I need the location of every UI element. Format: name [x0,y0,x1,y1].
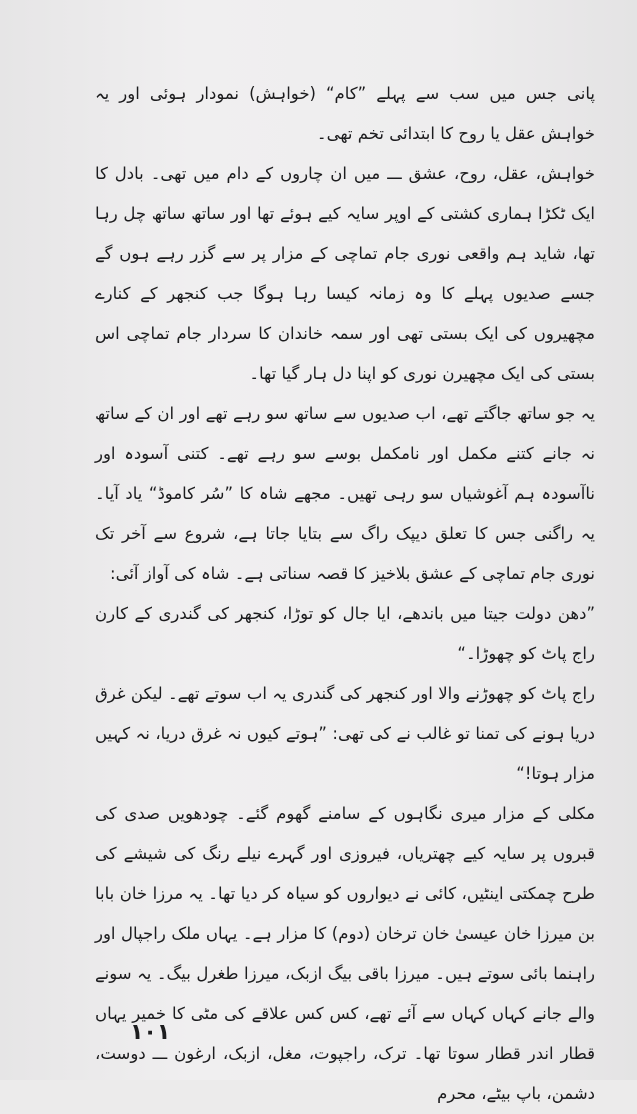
paragraph-2: خواہش، عقل، روح، عشق ـــ میں ان چاروں کے دام میں تھی۔ بادل کا ایک ٹکڑا ہماری کشتی کے اوپر سایہ کیے ہوئے تھا اور ساتھ ساتھ چل رہا تھا، شاید ہم واقعی نوری جام تماچی کے مزار پر سے گزر رہے ہوں گے جسے صدیوں پہلے کا وہ زمانہ کیسا رہا ہوگا جب کنجھر کے کنارے مچھیروں کی ایک بستی تھی اور سمہ خاندان کا سردار جام تماچی اس بستی کی ایک مچھیرن نوری کو اپنا دل ہار گیا تھا۔ [95,164,595,383]
paragraph-3: یہ جو ساتھ جاگتے تھے، اب صدیوں سے ساتھ سو رہے تھے اور ان کے ساتھ نہ جانے کتنے مکمل اور نامکمل بوسے سو رہے تھے۔ کتنی آسودہ اور ناآسودہ ہم آغوشیاں سو رہی تھیں۔ مجھے شاہ کا ”سُر کاموڈ“ یاد آیا۔ یہ راگنی جس کا تعلق دیپک راگ سے بتایا جاتا ہے، شروع سے آخر تک نوری جام تماچی کے عشق بلاخیز کا قصہ سناتی ہے۔ شاہ کی آواز آئی: [95,404,595,583]
paragraph-6: مکلی کے مزار میری نگاہوں کے سامنے گھوم گئے۔ چودھویں صدی کی قبروں پر سایہ کیے چھتریاں، فیروزی اور گہرے نیلے رنگ کی شیشے کی طرح چمکتی اینٹیں، کائی نے دیواروں کو سیاہ کر دیا تھا۔ یہ مرزا خان بابا بن میرزا خان عیسیٰ خان ترخان (دوم) کا مزار ہے۔ یہاں ملک راجپال اور راہنما بائی سوتے ہیں۔ میرزا باقی بیگ ازبک، میرزا طغرل بیگ۔ یہ سونے والے جانے کہاں کہاں سے آئے تھے، کس کس علاقے کی مٹی کا خمیر یہاں قطار اندر قطار سوتا تھا۔ ترک، راجپوت، مغل، ازبک، ارغون ـــ دوست، دشمن، باپ بیٹے، محرم [95,804,595,1103]
body-text [95,74,595,1114]
paragraph-1: پانی جس میں سب سے پہلے ”کام“ (خواہش) نمودار ہوئی اور یہ خواہش عقل یا روح کا ابتدائی تخم تھی۔ [95,84,595,143]
paragraph-5: راج پاٹ کو چھوڑنے والا اور کنجھر کی گندری یہ اب سوتے تھے۔ لیکن غرق دریا ہونے کی تمنا تو غالب نے کی تھی: ”ہوتے کیوں نہ غرق دریا، نہ کہیں مزار ہوتا!“ [95,684,595,783]
page-number: ۱۰۱ [130,1020,171,1045]
quotation-verse: ”دھن دولت جیتا میں باندھے، ایا جال کو توڑا، کنجھر کی گندری کے کارن راج پاٹ کو چھوڑا۔“ [95,604,595,663]
